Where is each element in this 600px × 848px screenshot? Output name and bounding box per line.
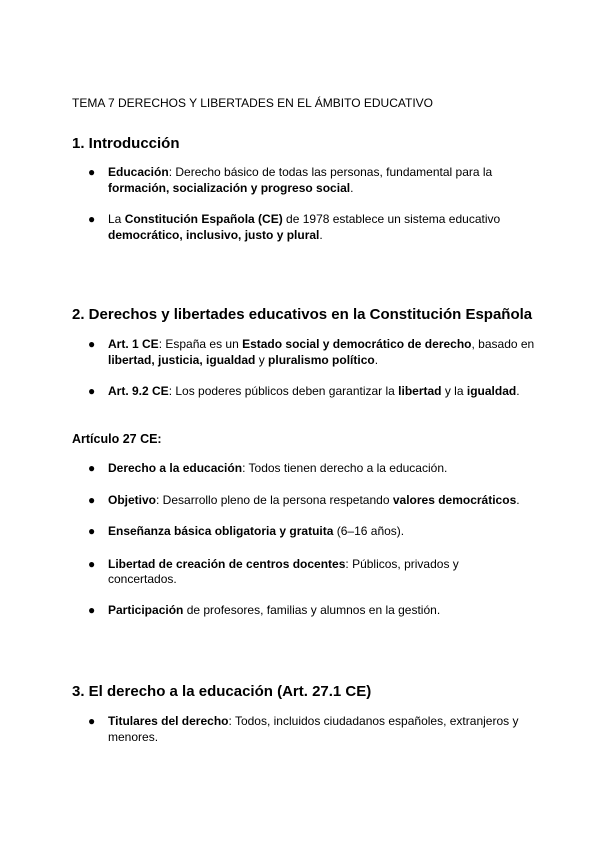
section-heading-derecho-educacion: 3. El derecho a la educación (Art. 27.1 CE) [72,683,372,700]
list-item: ● Enseñanza básica obligatoria y gratuita (6–16 años). [88,524,405,538]
section-heading-derechos-libertades: 2. Derechos y libertades educativos en la Constitución Española [72,306,533,323]
bullet-icon: ● [88,524,96,538]
list-item: ● La Constitución Española (CE) de 1978 establece un sistema educativo democrático, inclusivo, justo y plural. [88,212,501,242]
bullet-icon: ● [88,556,96,571]
list-derecho-educacion [72,714,542,745]
bullet-icon: ● [88,714,96,728]
list-item: ● Objetivo: Desarrollo pleno de la persona respetando valores democráticos. [88,492,520,507]
list-item: ● Educación: Derecho básico de todas las personas, fundamental para la formación, socialización y progreso social. [88,165,493,195]
subheading-articulo-27: Artículo 27 CE: [72,432,162,446]
bullet-icon: ● [88,212,96,226]
list-articulo-27 [72,461,542,618]
list-introduccion [72,165,542,243]
bullet-icon: ● [88,602,96,617]
bullet-icon: ● [88,384,96,398]
section-heading-introduccion: 1. Introducción [72,135,180,152]
list-item: ● Derecho a la educación: Todos tienen derecho a la educación. [88,461,448,475]
list-derechos-libertades [72,337,542,400]
bullet-icon: ● [88,492,96,507]
list-item: ● Art. 9.2 CE: Los poderes públicos deben garantizar la libertad y la igualdad. [88,384,520,398]
document-title: TEMA 7 DERECHOS Y LIBERTADES EN EL ÁMBITO EDUCATIVO [72,96,433,110]
list-item: ● Participación de profesores, familias y alumnos en la gestión. [88,602,441,617]
bullet-icon: ● [88,165,96,179]
bullet-icon: ● [88,461,96,475]
bullet-icon: ● [88,337,96,351]
list-item: ● Titulares del derecho: Todos, incluidos ciudadanos españoles, extranjeros y menores. [88,714,519,744]
list-item: ● Art. 1 CE: España es un Estado social y democrático de derecho, basado en libertad, justicia, igualdad y pluralismo político. [88,337,535,367]
list-item: ● Libertad de creación de centros docentes: Públicos, privados y concertados. [88,556,459,586]
